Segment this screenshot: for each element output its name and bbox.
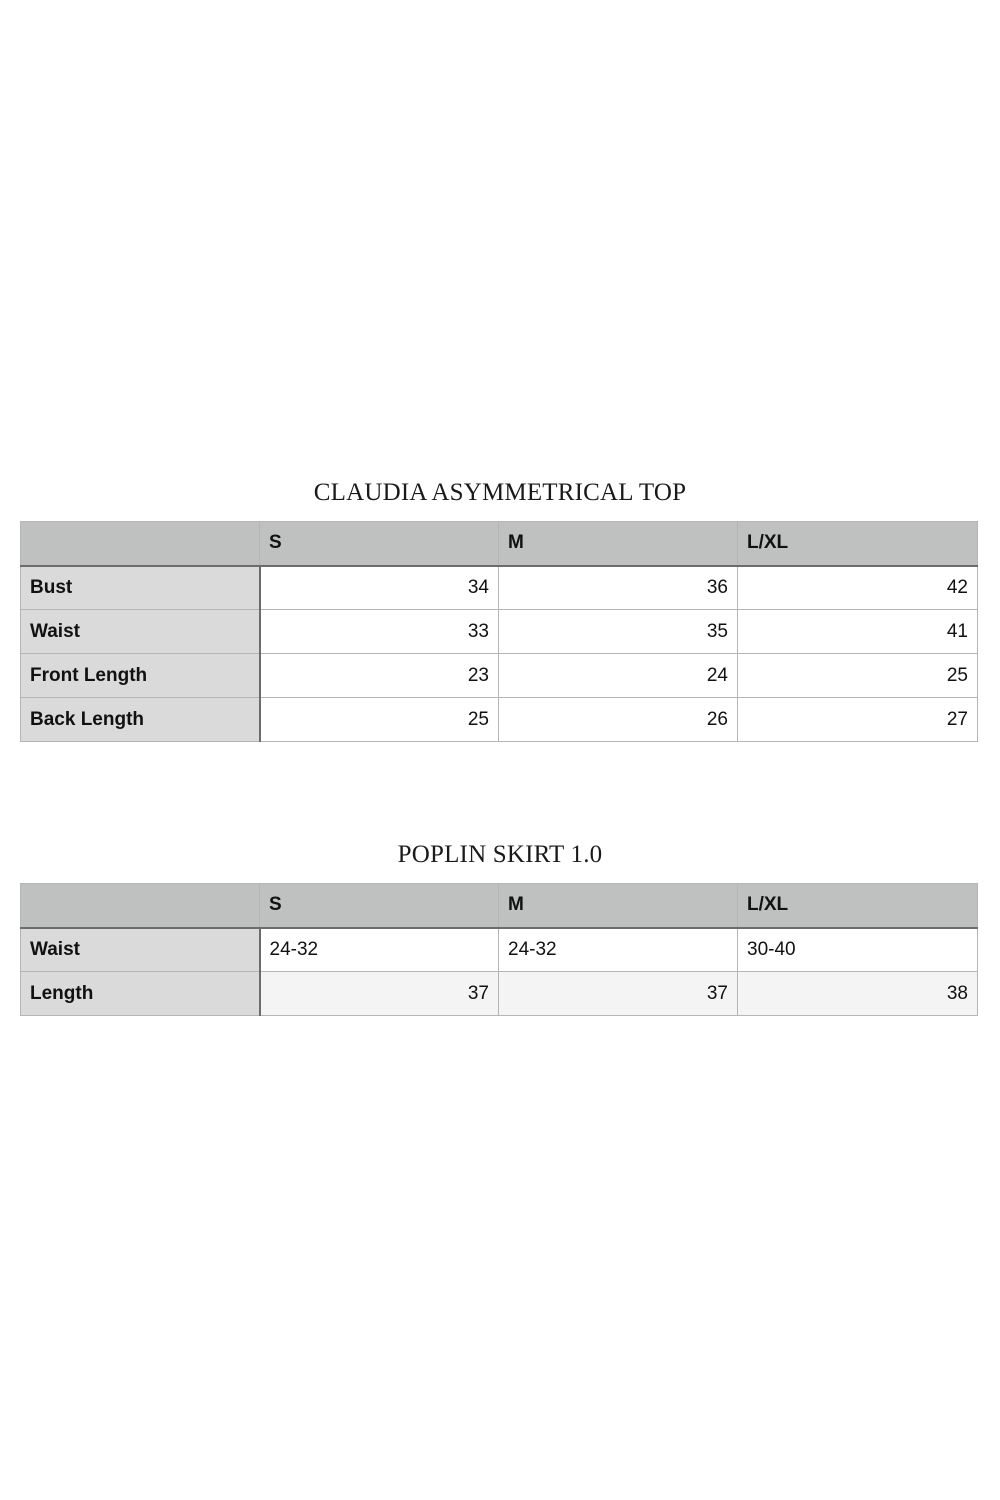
table-row: [21, 654, 978, 698]
table-header-row: [21, 884, 978, 928]
row-label-front-length: Front Length: [21, 654, 260, 698]
size-header-m: M: [499, 522, 738, 566]
table-cell: 25: [260, 698, 499, 742]
table-cell: 34: [260, 566, 499, 610]
table-row: [21, 928, 978, 972]
row-label-bust: Bust: [21, 566, 260, 610]
row-label-waist: Waist: [21, 928, 260, 972]
table-row: [21, 972, 978, 1016]
skirt-size-table: [20, 883, 978, 1016]
table-cell: 37: [260, 972, 499, 1016]
corner-header-cell: [21, 884, 260, 928]
top-size-table: [20, 521, 978, 742]
table-cell: 30-40: [738, 928, 978, 972]
table-row: [21, 610, 978, 654]
table-cell: 42: [738, 566, 978, 610]
table-cell: 37: [499, 972, 738, 1016]
table-cell: 41: [738, 610, 978, 654]
row-label-length: Length: [21, 972, 260, 1016]
table-header-row: [21, 522, 978, 566]
table-cell: 26: [499, 698, 738, 742]
table-cell: 38: [738, 972, 978, 1016]
table-cell: 33: [260, 610, 499, 654]
table-cell: 27: [738, 698, 978, 742]
size-header-s: S: [260, 884, 499, 928]
size-header-m: M: [499, 884, 738, 928]
table-cell: 35: [499, 610, 738, 654]
table-row: [21, 698, 978, 742]
table-row: [21, 566, 978, 610]
size-header-lxl: L/XL: [738, 884, 978, 928]
skirt-size-chart-title: POPLIN SKIRT 1.0: [397, 841, 603, 868]
table-cell: 24-32: [260, 928, 499, 972]
table-cell: 36: [499, 566, 738, 610]
table-cell: 23: [260, 654, 499, 698]
top-size-chart-title: CLAUDIA ASYMMETRICAL TOP: [313, 479, 687, 506]
row-label-waist: Waist: [21, 610, 260, 654]
table-cell: 24: [499, 654, 738, 698]
size-header-lxl: L/XL: [738, 522, 978, 566]
table-cell: 25: [738, 654, 978, 698]
row-label-back-length: Back Length: [21, 698, 260, 742]
table-cell: 24-32: [499, 928, 738, 972]
corner-header-cell: [21, 522, 260, 566]
size-header-s: S: [260, 522, 499, 566]
